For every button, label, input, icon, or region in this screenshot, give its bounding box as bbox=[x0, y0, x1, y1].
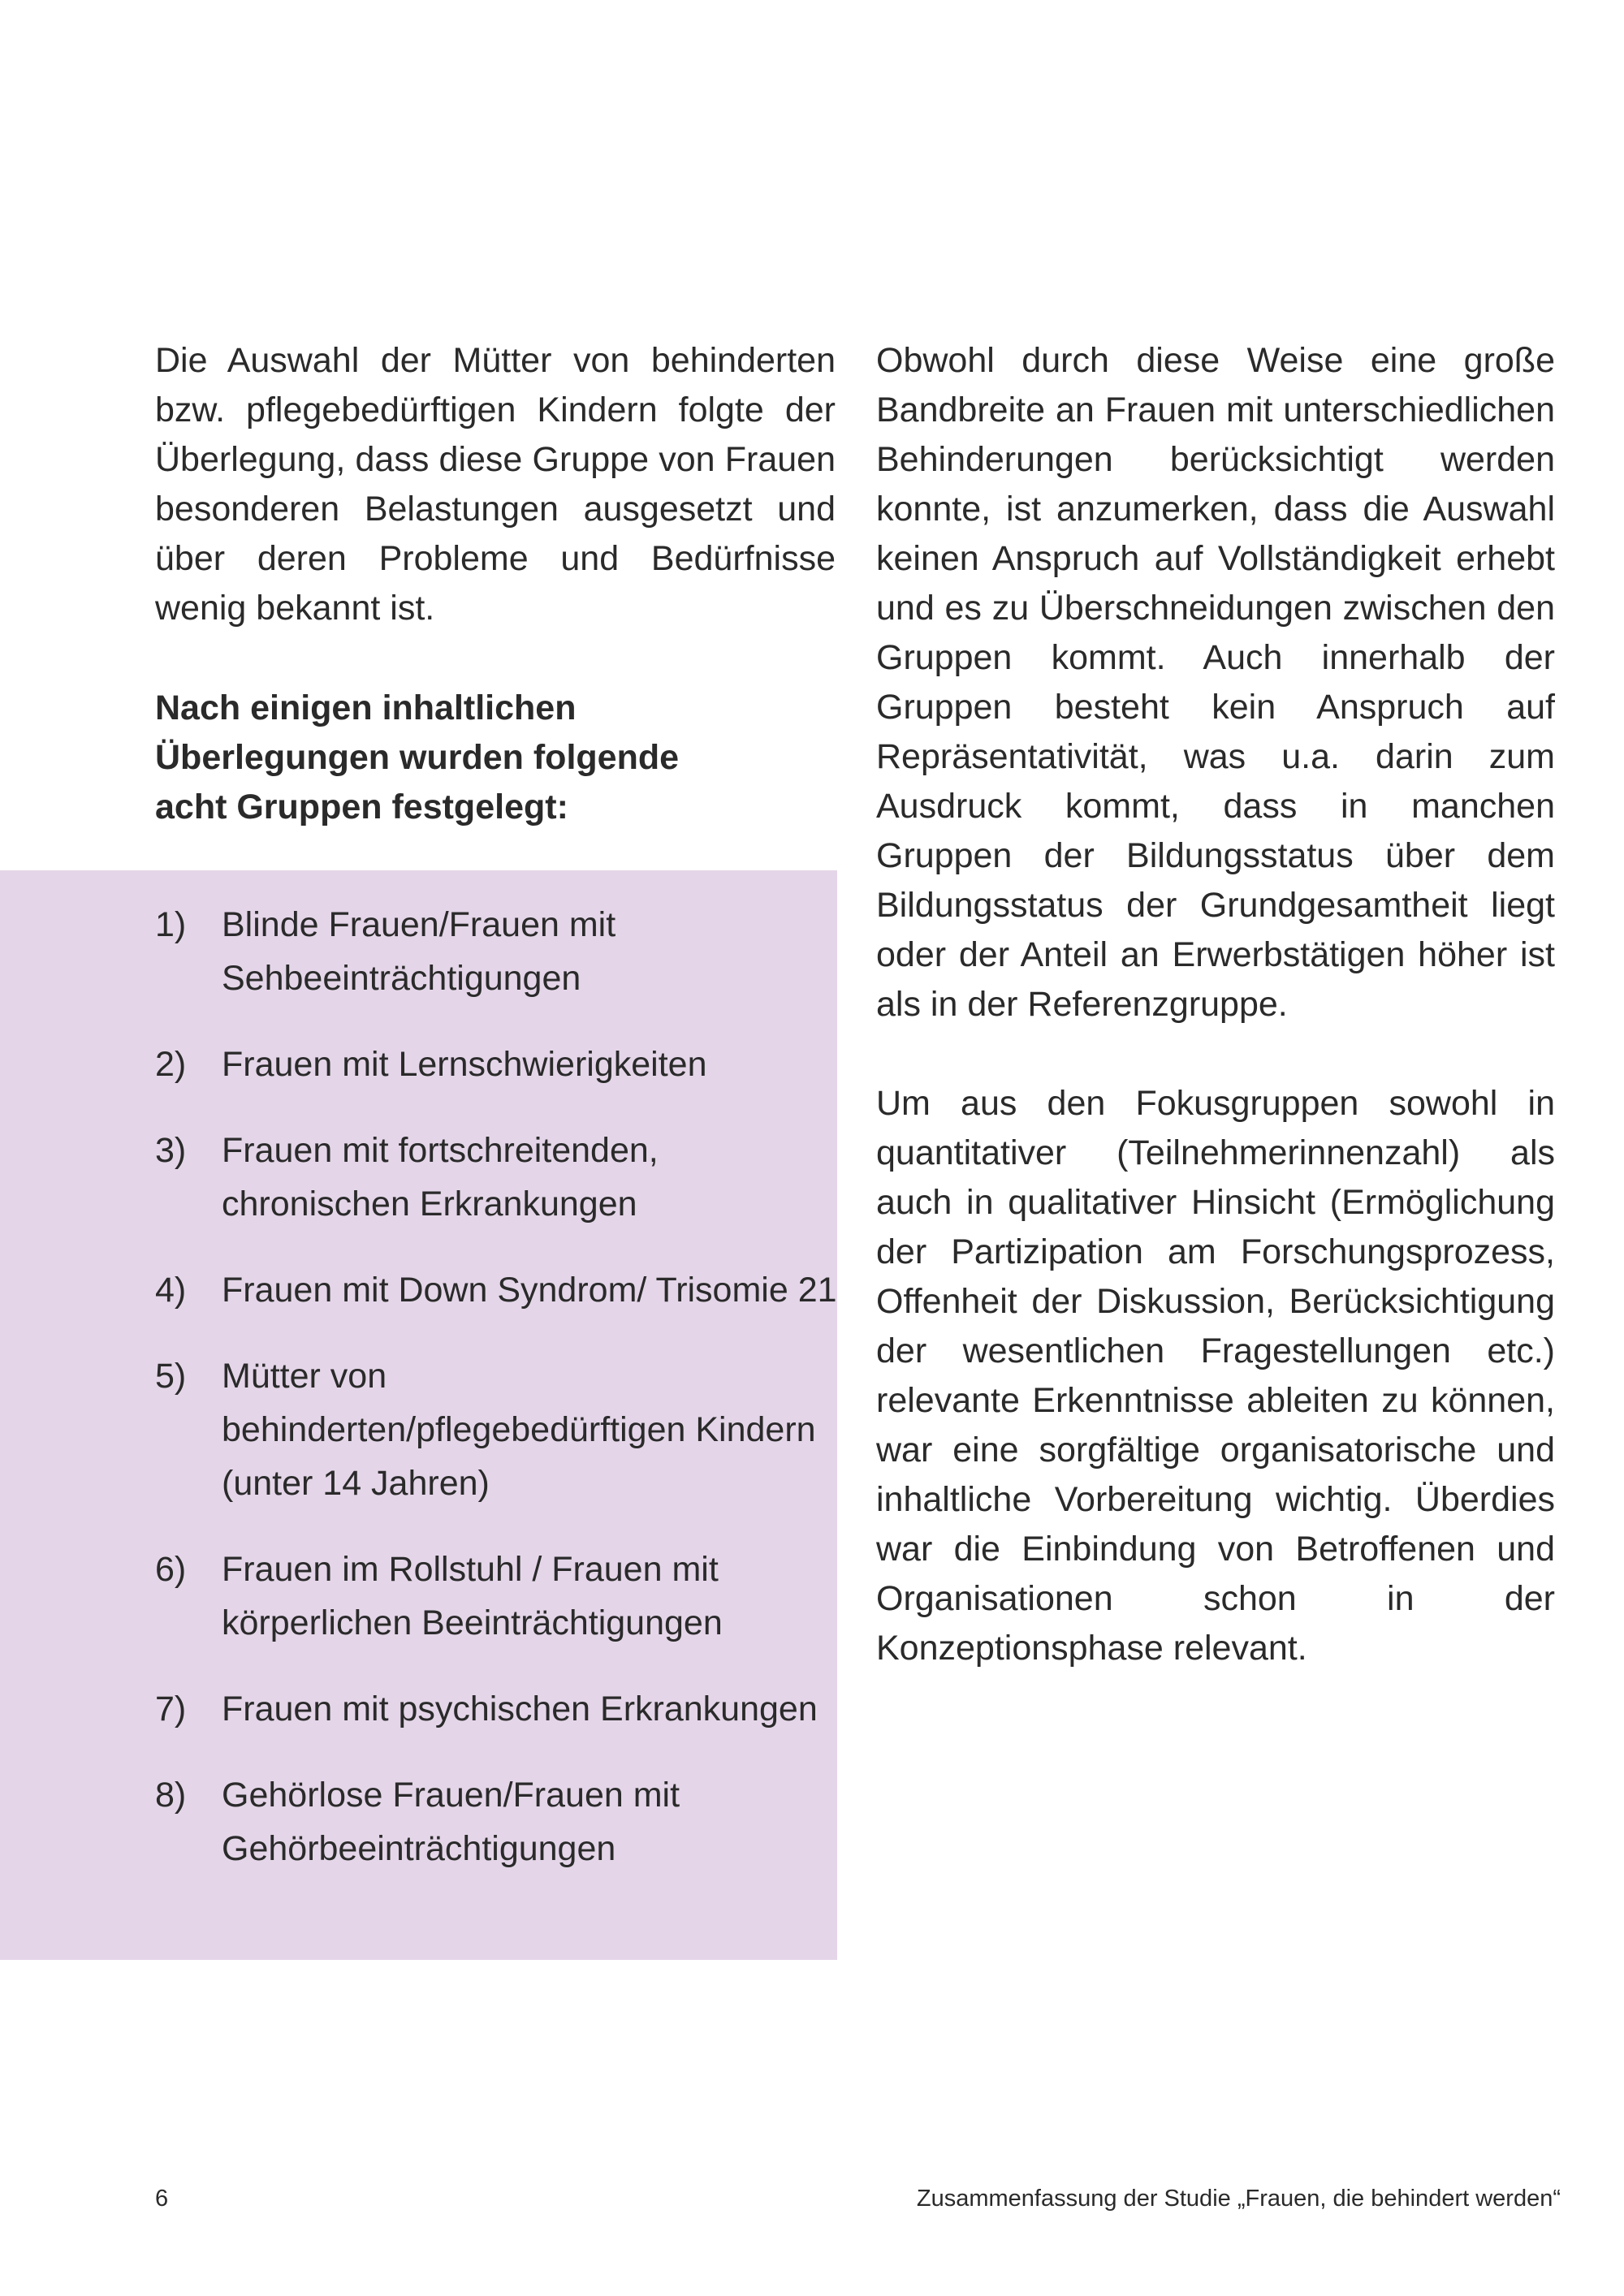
group-item bbox=[155, 1682, 837, 1736]
group-label: Frauen mit Lernschwierigkeiten bbox=[222, 1045, 707, 1084]
group-item bbox=[155, 1038, 837, 1091]
groups-list bbox=[155, 898, 837, 1908]
right-paragraph-2: Um aus den Fokusgruppen sowohl in quantitativer (Teilnehmerinnenzahl) als auch in qualitativer Hinsicht (Ermöglichung der Partizipation am Forschungsprozess, Offenheit der Diskussion, Berücksichtigung der wesentlichen Fragestellungen etc.) relevante Erkenntnisse ableiten zu können, war eine sorgfältige organisatorische und inhaltliche Vorbereitung wichtig. Überdies war die Einbindung von Betroffenen und Organisationen schon in der Konzeptionsphase relevant. bbox=[876, 1084, 1555, 1668]
left-column bbox=[155, 336, 836, 633]
heading-line: Nach einigen inhaltlichen bbox=[155, 688, 577, 727]
heading-line: Überlegungen wurden folgende bbox=[155, 738, 680, 777]
group-number: 8) bbox=[155, 1776, 187, 1815]
group-item bbox=[155, 1768, 837, 1875]
group-item bbox=[155, 1124, 837, 1231]
group-number: 1) bbox=[155, 905, 187, 944]
group-item bbox=[155, 898, 837, 1005]
group-label: Gehörlose Frauen/Frauen mit Gehörbeeinträchtigungen bbox=[222, 1776, 680, 1868]
group-label: Frauen mit psychischen Erkrankungen bbox=[222, 1690, 818, 1728]
groups-heading bbox=[155, 684, 772, 832]
right-paragraph-1: Obwohl durch diese Weise eine große Bandbreite an Frauen mit unterschiedlichen Behinderungen berücksichtigt werden konnte, ist anzumerken, dass die Auswahl keinen Anspruch auf Vollständigkeit erhebt und es zu Überschneidungen zwischen den Gruppen kommt. Auch innerhalb der Gruppen besteht kein Anspruch auf Repräsentativität, was u.a. darin zum Ausdruck kommt, dass in manchen Gruppen der Bildungsstatus über dem Bildungsstatus der Grundgesamtheit liegt oder der Anteil an Erwerbstätigen höher ist als in der Referenzgruppe. bbox=[876, 341, 1555, 1024]
group-number: 7) bbox=[155, 1690, 187, 1728]
group-item bbox=[155, 1543, 837, 1650]
footer-document-title: Zusammenfassung der Studie „Frauen, die behindert werden“ bbox=[916, 2186, 1561, 2212]
group-label: Frauen im Rollstuhl / Frauen mit körperlichen Beeinträchtigungen bbox=[222, 1550, 723, 1642]
group-label: Frauen mit fortschreitenden, chronischen Erkrankungen bbox=[222, 1131, 659, 1224]
intro-paragraph: Die Auswahl der Mütter von behinderten bzw. pflegebedürftigen Kindern folgte der Überlegung, dass diese Gruppe von Frauen besonderen Belastungen ausgesetzt und über deren Probleme und Bedürfnisse wenig bekannt ist. bbox=[155, 341, 836, 628]
group-number: 6) bbox=[155, 1550, 187, 1589]
group-label: Mütter von behinderten/pflegebedürftigen Kindern (unter 14 Jahren) bbox=[222, 1357, 816, 1503]
page-number: 6 bbox=[155, 2186, 169, 2212]
group-number: 5) bbox=[155, 1357, 187, 1396]
group-number: 2) bbox=[155, 1045, 187, 1084]
group-number: 4) bbox=[155, 1271, 187, 1310]
right-column bbox=[876, 336, 1555, 1673]
heading-line: acht Gruppen festgelegt: bbox=[155, 788, 568, 826]
group-item bbox=[155, 1349, 837, 1510]
group-label: Frauen mit Down Syndrom/ Trisomie 21 bbox=[222, 1271, 837, 1310]
group-number: 3) bbox=[155, 1131, 187, 1170]
paragraph-spacer bbox=[876, 1029, 1555, 1079]
group-item bbox=[155, 1263, 837, 1317]
group-label: Blinde Frauen/Frauen mit Sehbeeinträchtigungen bbox=[222, 905, 616, 998]
